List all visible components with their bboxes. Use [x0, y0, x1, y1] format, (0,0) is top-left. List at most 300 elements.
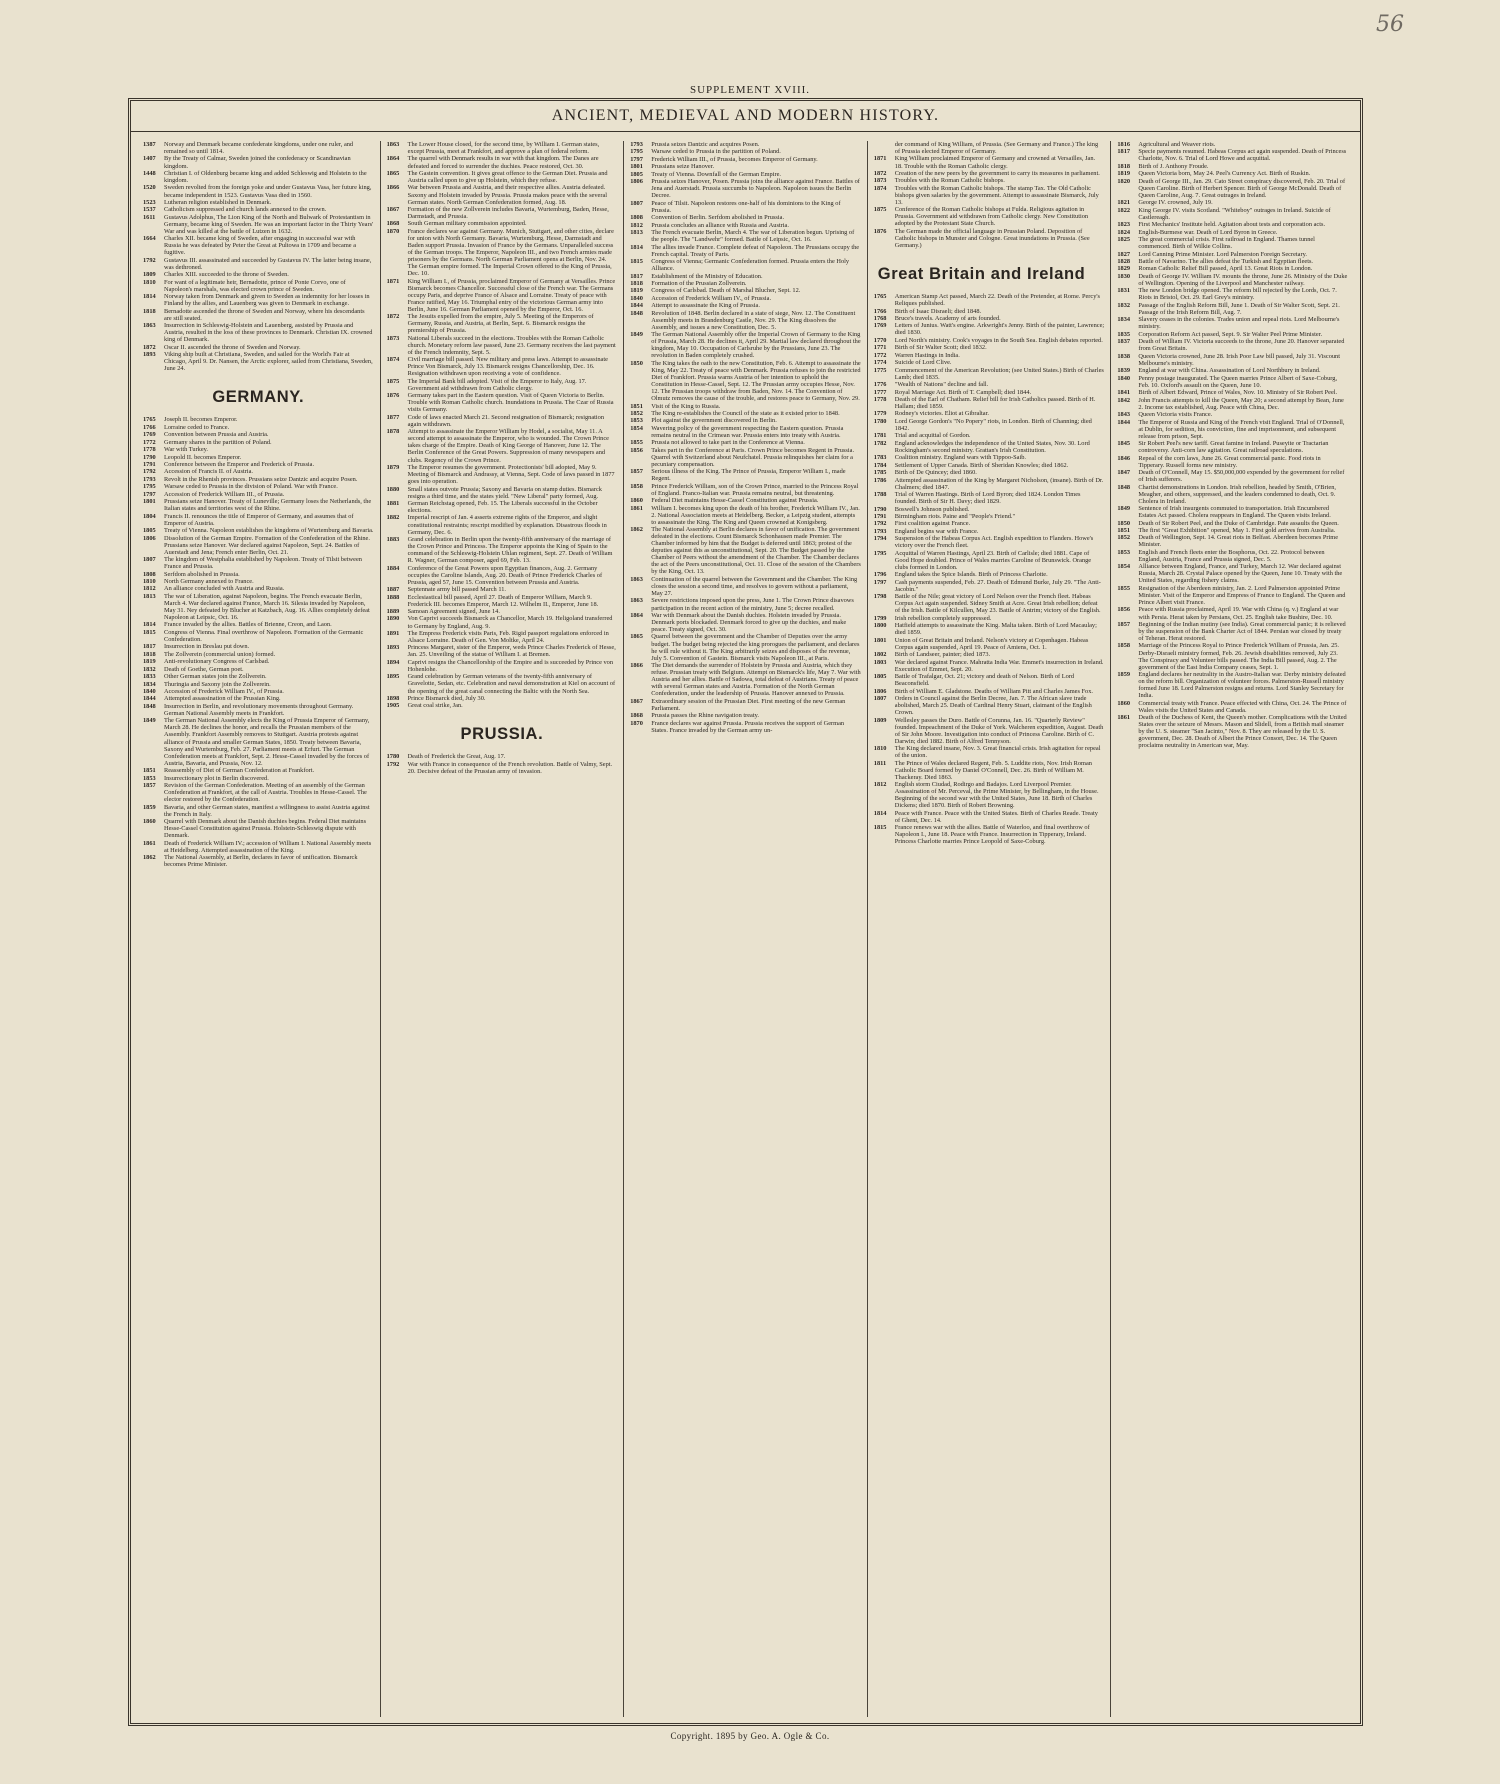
entry-year: 1816	[1117, 141, 1131, 148]
entry-year: 1780	[386, 753, 400, 761]
entry-year: 1864	[386, 155, 400, 163]
entry-text: Resignation of the Aberdeen ministry, Jan. 2. Lord Palmerston appointed Prime Minister. Visit of the Emperor and Empress of France to England. The Queen and Prince Albert visit France.	[1138, 584, 1346, 607]
entry-text: Suicide of Lord Clive.	[894, 359, 952, 367]
entry-year: 1874	[386, 356, 400, 364]
entry-text: Bernadotte ascended the throne of Sweden and Norway, where his descendants are still seated.	[164, 307, 365, 322]
timeline-entry	[143, 695, 374, 702]
entry-year: 1829	[1117, 265, 1131, 273]
entry-text: Peace with Russia proclaimed, April 19. War with China (q. v.) England at war with Persia. Herat taken by Persians, Oct. 25. English take Bushire, Dec. 10.	[1138, 606, 1339, 621]
timeline-entry	[1117, 251, 1348, 258]
timeline-entry	[630, 447, 861, 468]
timeline-entry	[387, 184, 618, 205]
timeline-entry	[143, 767, 374, 774]
entry-year: 1847	[1117, 469, 1131, 477]
timeline-entry	[143, 199, 374, 206]
timeline-entry	[143, 593, 374, 621]
entry-text: Prussians seize Hanover. Treaty of Luneville; Germany loses the Netherlands, the Italian states and territories west of the Rhine.	[164, 498, 372, 513]
entry-text: The Empress Frederick visits Paris, Feb. Rigid passport regulations enforced in Alsace Lorraine. Death of Gen. Von Moltke, April 24.	[407, 629, 609, 644]
entry-text: Convention between Prussia and Austria.	[164, 431, 269, 439]
entry-text: Cash payments suspended, Feb. 27. Death of Edmund Burke, July 29. "The Anti-Jacobin."	[894, 578, 1101, 593]
entry-text: King George IV. visits Scotland. "Whiteboy" outrages in Ireland. Suicide of Castlereagh.	[1138, 206, 1331, 221]
timeline-entry	[874, 322, 1105, 336]
entry-text: The German National Assembly offer the Imperial Crown of Germany to the King of Prussia, March 28. He declines it, April 29. Martial law declared throughout the kingdom, May 10. Occupation of Carlsruhe by the Prussians, June 23. The revolution in Baden completely crushed.	[651, 331, 861, 360]
timeline-entry	[387, 514, 618, 535]
entry-year: 1812	[873, 781, 887, 789]
entry-text: Attempted assassination of the Prussian King.	[164, 695, 281, 703]
timeline-entry	[1117, 411, 1348, 418]
entry-text: Battle of Navarino. The allies defeat the Turkish and Egyptian fleets.	[1138, 258, 1314, 266]
entry-year: 1862	[630, 526, 643, 534]
entry-year: 1853	[630, 417, 643, 425]
entry-year: 1822	[1117, 206, 1131, 214]
entry-text: Gustavus III. assassinated and succeeded by Gustavus IV. The latter being insane, was dethroned.	[164, 256, 372, 271]
timeline-entry	[874, 824, 1105, 845]
timeline-entry	[630, 273, 861, 280]
entry-text: The kingdom of Westphalia established by Napoleon. Treaty of Tilsit between France and Prussia.	[164, 556, 362, 571]
entry-year: 1860	[630, 497, 643, 505]
timeline-entry	[630, 331, 861, 359]
entry-text: Prussia concludes an alliance with Russia and Austria.	[651, 221, 789, 229]
entry-text: Creation of the new peers by the government to carry its measures in parliament.	[894, 169, 1100, 177]
entry-year: 1815	[873, 824, 887, 832]
timeline-entry	[387, 761, 618, 775]
entry-text: Peace with France. Peace with the United States. Birth of Charles Reade. Treaty of Ghent, Dec. 14.	[894, 809, 1098, 824]
entry-year: 1664	[143, 235, 156, 243]
entry-text: Prussia seizes Dantzic and acquires Posen.	[651, 141, 760, 148]
entry-text: Acquittal of Warren Hastings, April 23. Birth of Carlisle; died 1881. Cape of Good Hope doubled. Prince of Wales marries Caroline of Brunswick. Orange clubs formed in London.	[894, 549, 1092, 571]
entry-text: An alliance concluded with Austria and Russia.	[164, 585, 285, 593]
entry-text: Formation of the new Zollverein includes Bavaria, Wurtemburg, Baden, Hesse, Darmstadt, and Prussia.	[407, 205, 609, 221]
entry-year: 1799	[873, 614, 887, 622]
entry-year: 1793	[630, 141, 643, 148]
entry-year: 1882	[386, 514, 400, 522]
entry-year: 1861	[143, 839, 156, 847]
entry-text: Norway taken from Denmark and given to Sweden as indemnity for her losses in Finland by the allies, and Lauenberg was given to Denmark in exchange.	[164, 293, 370, 308]
entry-year: 1859	[143, 803, 156, 811]
entry-text: Congress of Vienna; Germanic Confederation formed. Prussia enters the Holy Alliance.	[651, 258, 850, 273]
entry-year: 1848	[1117, 483, 1131, 491]
entry-year: 1819	[143, 658, 156, 666]
entry-text: Takes part in the Conference at Paris. Crown Prince becomes Regent in Prussia. Quarrel with Switzerland about Neufchatel. Prussia relinquishes her claim for a pecuniary compensation.	[651, 446, 855, 468]
entry-text: Roman Catholic Relief Bill passed, April 13. Great Riots in London.	[1138, 265, 1313, 273]
timeline-entry	[387, 414, 618, 428]
entry-text: Sir Robert Peel's new tariff. Great famine in Ireland. Puseyite or Tractarian controversy. Anti-corn law agitation. Great railroad speculations.	[1138, 440, 1329, 455]
entry-text: Germany takes part in the Eastern question. Visit of Queen Victoria to Berlin. Trouble with Roman Catholic church. Inundations in Prussia. The Czar of Russia visits Germany.	[407, 392, 614, 414]
entry-year: 1857	[630, 468, 643, 476]
entry-year: 1835	[1117, 330, 1131, 338]
timeline-entry	[387, 608, 618, 615]
entry-year: 1791	[873, 513, 887, 521]
entry-text: Accession of Frederick William III., of Prussia.	[164, 490, 285, 498]
timeline-entry	[1117, 302, 1348, 316]
timeline-entry	[143, 431, 374, 438]
timeline-entry	[874, 462, 1105, 469]
entry-text: Death of George III., Jan. 29. Cato Street conspiracy discovered, Feb. 20. Trial of Queen Caroline. Birth of Herbert Spencer. Birth of George McDonald. Death of Queen Caroline, Aug. 7. Great outrages in Ireland.	[1138, 177, 1346, 199]
entry-text: Lord North's ministry. Cook's voyages in the South Sea. English debates reported.	[894, 336, 1103, 344]
timeline-entry	[874, 528, 1105, 535]
timeline-entry	[143, 155, 374, 169]
entry-year: 1790	[873, 505, 887, 513]
entry-text: Anti-revolutionary Congress of Carlsbad.	[164, 658, 270, 666]
timeline-entry	[874, 637, 1105, 651]
entry-year: 1863	[630, 597, 643, 605]
entry-text: Federal Diet maintains Hesse-Cassel Constitution against Prussia.	[651, 497, 819, 505]
timeline-entry	[387, 615, 618, 629]
entry-year: 1849	[630, 331, 643, 339]
entry-text: War declared against France. Mahratta India War. Emmet's insurrection in Ireland. Execution of Emmet, Sept. 20.	[894, 658, 1104, 673]
entry-text: Commercial treaty with France. Peace effected with China, Oct. 24. The Prince of Wales visits the United States and Canada.	[1138, 699, 1347, 714]
entry-text: Prussians seize Hanover.	[651, 163, 715, 171]
section-heading: GERMANY.	[212, 388, 305, 407]
entry-year: 1811	[873, 759, 887, 767]
timeline-entry	[143, 293, 374, 307]
timeline-entry	[1117, 367, 1348, 374]
timeline-entry	[874, 185, 1105, 206]
entry-year: 1840	[1117, 374, 1131, 382]
timeline-entry	[143, 206, 374, 213]
entry-year: 1867	[630, 697, 643, 705]
timeline-entry	[874, 141, 1105, 155]
entry-year: 1877	[386, 413, 400, 421]
entry-text: English and French fleets enter the Bosphorus, Oct. 22. Protocol between England, Austria, France and Prussia signed, Dec. 5.	[1138, 548, 1325, 563]
entry-year: 1870	[386, 227, 400, 235]
timeline-entry	[387, 278, 618, 313]
entry-year: 1871	[386, 277, 400, 285]
entry-year: 1796	[873, 571, 887, 579]
timeline-entry	[874, 389, 1105, 396]
entry-text: Sentence of Irish insurgents commuted to transportation. Irish Encumbered Estates Act passed. Cholera reappears in England. The Queen visits Ireland.	[1138, 505, 1331, 520]
entry-year: 1873	[386, 334, 400, 342]
entry-year: 1801	[630, 163, 643, 171]
entry-text: Prussia not allowed to take part in the Conference at Vienna.	[651, 439, 805, 447]
entry-year: 1792	[873, 520, 887, 528]
timeline-entry	[874, 381, 1105, 388]
timeline-entry	[143, 170, 374, 184]
entry-text: Ecclesiastical bill passed, April 27. Death of Emperor William, March 9. Frederick III. becomes Emperor, March 12. Wilhelm II., Emperor, June 18.	[407, 593, 599, 608]
entry-text: King William I., of Prussia, proclaimed Emperor of Germany at Versailles. Prince Bismarck becomes Chancellor. Successful close of the French war. The Germans occupy Paris, and deprive France of Alsace and Lorraine. Treaty of peace with France ratified, May 16. Triumphal entry of the victorious German army into Berlin, June 16. German Parliament opened by the Emperor, Oct. 16.	[407, 277, 616, 313]
entry-text: Oscar II. ascended the throne of Sweden and Norway.	[164, 343, 301, 351]
timeline-entry	[387, 594, 618, 608]
entry-text: The German made the official language in Prussian Poland. Deposition of Catholic bishops in Munster and Cologne. Great inundations in Prussia. (See Germany.)	[894, 227, 1090, 249]
entry-text: Convention of Berlin. Serfdom abolished in Prussia.	[651, 214, 785, 222]
entry-year: 1808	[143, 570, 156, 578]
entry-text: Frederick William III., of Prussia, becomes Emperor of Germany.	[651, 155, 818, 163]
entry-text: Death of the Duchess of Kent, the Queen's mother. Complications with the United States over the seizure of Messrs. Mason and Slidell, from a British mail steamer by the U. S. steamer "San Jacinto," Nov. 8. They are released by the U. S. government, Dec. 28. Death of Albert the Prince Consort, Dec. 14. The Queen proclaims neutrality in American war, May.	[1138, 714, 1347, 750]
timeline-entry	[143, 498, 374, 512]
entry-year: 1842	[1117, 396, 1131, 404]
timeline-entry	[630, 360, 861, 402]
entry-text: German Reichstag opened, Feb. 15. The Liberals successful in the October elections.	[407, 499, 598, 515]
timeline-entry	[143, 446, 374, 453]
timeline-entry	[630, 633, 861, 661]
entry-text: Other German states join the Zollverein.	[164, 673, 267, 681]
entry-text: Samoan Agreement signed, June 14.	[407, 608, 500, 616]
entry-year: 1887	[386, 586, 400, 594]
entry-year: 1768	[873, 314, 887, 322]
entry-year: 1804	[143, 512, 156, 520]
entry-year: 1807	[630, 199, 643, 207]
timeline-entry	[1117, 258, 1348, 265]
entry-year: 1879	[386, 463, 400, 471]
entry-text: Warren Hastings in India.	[894, 351, 960, 359]
timeline-entry	[1117, 207, 1348, 221]
entry-year: 1851	[143, 767, 156, 775]
timeline-entry	[387, 392, 618, 413]
timeline-entry	[143, 527, 374, 534]
entry-year: 1855	[630, 439, 643, 447]
timeline-entry	[1117, 163, 1348, 170]
entry-year: 1774	[873, 359, 887, 367]
entry-text: Hatfield attempts to assassinate the King. Malta taken. Birth of Lord Macaulay; died 1859.	[894, 622, 1097, 637]
entry-year: 1523	[143, 198, 156, 206]
column-5	[1111, 141, 1354, 1717]
entry-text: Death of the Earl of Chatham. Relief bill for Irish Catholics passed. Birth of H. Hallam; died 1859.	[894, 396, 1096, 411]
timeline-entry	[874, 593, 1105, 614]
entry-text: Reassembly of Diet of German Confederation at Frankfort.	[164, 767, 315, 775]
entry-text: The Lower House closed, for the second time, by William I. German states, except Prussia, meet at Frankfort, and approve a plan of federal reform.	[407, 141, 600, 156]
entry-year: 1864	[630, 611, 643, 619]
entry-text: Caprivi resigns the Chancellorship of the Empire and is succeeded by Prince von Hohenlohe.	[407, 658, 614, 673]
entry-year: 1776	[873, 381, 887, 389]
timeline-entry	[874, 571, 1105, 578]
entry-year: 1844	[630, 302, 643, 310]
entry-year: 1780	[873, 417, 887, 425]
entry-year: 1862	[143, 854, 156, 862]
entry-year: 1537	[143, 206, 156, 214]
document-title: ANCIENT, MEDIEVAL AND MODERN HISTORY.	[131, 107, 1360, 132]
entry-year: 1832	[1117, 301, 1131, 309]
entry-year: 1851	[630, 402, 643, 410]
timeline-entry	[387, 155, 618, 169]
entry-text: Queen Victoria visits France.	[1138, 411, 1213, 419]
entry-year: 1843	[1117, 411, 1131, 419]
timeline-entry	[630, 258, 861, 272]
timeline-entry	[630, 403, 861, 410]
entry-text: Treaty of Vienna. Napoleon establishes the kingdoms of Wurtemburg and Bavaria.	[164, 527, 374, 535]
entry-year: 1777	[873, 388, 887, 396]
timeline-entry	[1117, 199, 1348, 206]
entry-text: Queen Victoria born, May 24. Peel's Currency Act. Birth of Ruskin.	[1138, 170, 1311, 178]
entry-year: 1850	[630, 359, 643, 367]
entry-year: 1805	[143, 527, 156, 535]
entry-text: The French evacuate Berlin, March 4. The war of Liberation begun. Uprising of the people. The "Landwehr" formed. Battle of Leipsic, Oct. 16.	[651, 229, 855, 244]
entry-year: 1845	[1117, 440, 1131, 448]
timeline-entry	[874, 177, 1105, 184]
timeline-entry	[143, 804, 374, 818]
timeline-entry	[630, 576, 861, 597]
timeline-entry	[143, 571, 374, 578]
entry-year: 1898	[386, 694, 400, 702]
timeline-entry	[1117, 221, 1348, 228]
timeline-entry	[874, 170, 1105, 177]
timeline-entry	[630, 244, 861, 258]
entry-year: 1872	[873, 169, 887, 177]
timeline-entry	[1117, 170, 1348, 177]
entry-text: Grand celebration by German veterans of the twenty-fifth anniversary of Gravelotte, Sedan, etc. Celebration and naval demonstration at Kiel on account of the opening of the great canal connecting the Baltic with the North Sea.	[407, 673, 616, 695]
entry-year: 1797	[873, 578, 887, 586]
entry-year: 1840	[143, 688, 156, 696]
entry-text: Plot against the government discovered in Berlin.	[651, 417, 777, 425]
entry-year: 1880	[386, 485, 400, 493]
timeline-entry	[1117, 671, 1348, 699]
timeline-entry	[630, 505, 861, 526]
entry-year: 1817	[630, 272, 643, 280]
timeline-entry	[387, 673, 618, 694]
entry-year: 1861	[630, 504, 643, 512]
entry-year: 1850	[1117, 519, 1131, 527]
entry-year: 1846	[1117, 454, 1131, 462]
entry-text: Prince Bismarck died, July 30.	[407, 694, 486, 702]
timeline-entry	[143, 454, 374, 461]
timeline-entry	[630, 156, 861, 163]
entry-year: 1872	[386, 313, 400, 321]
entry-year: 1894	[386, 658, 400, 666]
entry-year: 1854	[1117, 563, 1131, 571]
entry-text: Warsaw ceded to Prussia in the partition of Poland.	[651, 148, 781, 156]
entry-year: 1770	[873, 336, 887, 344]
timeline-entry	[874, 359, 1105, 366]
entry-year: 1870	[630, 719, 643, 727]
entry-year: 1876	[386, 392, 400, 400]
timeline-entry	[1117, 148, 1348, 162]
timeline-entry	[143, 688, 374, 695]
entry-year: 1779	[873, 410, 887, 418]
entry-text: The Gastein convention. It gives great offence to the German Diet. Prussia and Austria called upon to give up Holstein, which they refuse.	[407, 169, 608, 185]
entry-year: 1865	[630, 633, 643, 641]
timeline-entry	[1117, 642, 1348, 670]
entry-year: 1812	[630, 221, 643, 229]
entry-text: Birth of Isaac Disraeli; died 1848.	[894, 307, 982, 315]
entry-text: Prince Frederick William, son of the Crown Prince, married to the Princess Royal of England. Franco-Italian war. Prussia remains neutral, but threatening.	[651, 482, 859, 497]
entry-year: 1859	[1117, 671, 1131, 679]
entry-text: Congress of Vienna. Final overthrow of Napoleon. Formation of the Germanic Confederation.	[164, 628, 364, 643]
timeline-entry	[1117, 389, 1348, 396]
entry-text: Formation of the Prussian Zollverein.	[651, 279, 747, 287]
timeline-entry	[874, 615, 1105, 622]
entry-text: The allies invade France. Complete defeat of Napoleon. The Prussians occupy the French capital. Treaty of Paris.	[651, 243, 860, 258]
entry-year: 1823	[1117, 221, 1131, 229]
entry-text: Germany shares in the partition of Poland.	[164, 438, 272, 446]
timeline-entry	[143, 257, 374, 271]
entry-year: 1784	[873, 461, 887, 469]
timeline-entry	[143, 184, 374, 198]
timeline-entry	[1117, 520, 1348, 527]
entry-text: First Mechanics' Institute held. Agitation about tests and corporation acts.	[1138, 221, 1326, 229]
entry-text: Sweden revolted from the foreign yoke and under Gustavus Vasa, her future king, became independent in 1523. Gustavus Vasa died in 1560.	[164, 184, 372, 199]
timeline-entry	[874, 745, 1105, 759]
timeline-entry	[874, 440, 1105, 454]
timeline-entry	[1117, 505, 1348, 519]
timeline-entry	[387, 464, 618, 485]
entry-year: 1905	[386, 702, 400, 710]
timeline-entry	[143, 818, 374, 839]
entry-year: 1856	[630, 446, 643, 454]
timeline-entry	[1117, 484, 1348, 505]
timeline-entry	[630, 148, 861, 155]
entry-text: England begins war with France.	[894, 527, 979, 535]
timeline-entry	[630, 229, 861, 243]
entry-year: 1851	[1117, 526, 1131, 534]
entry-text: Establishment of the Ministry of Education.	[651, 272, 763, 280]
timeline-entry	[1117, 265, 1348, 272]
entry-year: 1800	[873, 622, 887, 630]
entry-year: 1806	[143, 534, 156, 542]
timeline-entry	[874, 367, 1105, 381]
entry-text: The King re-establishes the Council of the state as it existed prior to 1848.	[651, 409, 840, 417]
timeline-entry	[630, 310, 861, 331]
entry-text: The National Assembly, at Berlin, declares in favor of unification. Bismarck becomes Prime Minister.	[164, 854, 358, 869]
entry-year: 1790	[143, 453, 156, 461]
timeline-entry	[143, 344, 374, 351]
copyright-footer: Copyright. 1895 by Geo. A. Ogle & Co.	[670, 1731, 830, 1741]
timeline-entry	[1117, 287, 1348, 301]
timeline-entry	[874, 579, 1105, 593]
timeline-entry	[1117, 141, 1348, 148]
timeline-entry	[874, 469, 1105, 476]
entry-year: 1809	[143, 271, 156, 279]
timeline-entry	[874, 760, 1105, 781]
entry-year: 1857	[1117, 620, 1131, 628]
entry-year: 1844	[143, 695, 156, 703]
timeline-entry	[143, 322, 374, 343]
entry-year: 1797	[630, 155, 643, 163]
entry-text: England takes the Spice Islands. Birth of Princess Charlotte.	[894, 571, 1048, 579]
entry-year: 1785	[873, 469, 887, 477]
entry-year: 1891	[386, 629, 400, 637]
entry-text: The Jesuits expelled from the empire, July 5. Meeting of the Emperors of Germany, Russia, and Austria, at Berlin, Sept. 6. Bismarck resigns the premiership of Prussia.	[407, 313, 594, 335]
entry-text: Thuringia and Saxony join the Zollverein.	[164, 680, 271, 688]
entry-year: 1834	[143, 680, 156, 688]
entry-year: 1792	[386, 760, 400, 768]
timeline-entry	[874, 622, 1105, 636]
column-4	[868, 141, 1112, 1717]
entry-year: 1844	[1117, 418, 1131, 426]
column-3	[624, 141, 868, 1717]
timeline-entry	[630, 662, 861, 697]
entry-text: Conference of the Roman Catholic bishops at Fulda. Religious agitation in Prussia. Government aid withdrawn from Catholic clergy. New Constitution adopted by the Protestant State Church.	[894, 206, 1089, 228]
entry-text: Attempt to assassinate the King of Prussia.	[651, 302, 760, 310]
timeline-entry	[1117, 606, 1348, 620]
timeline-entry	[630, 468, 861, 482]
timeline-entry	[630, 200, 861, 214]
entry-text: English storm Ciudad, Rodirgo and Badajos. Lord Liverpool Premier. Assassination of Mr. Perceval, the Prime Minister, by Bellingham, in the House. Beginning of the second war with the United States, June 18. Birth of Charles Dickens; died 1870. Birth of Robert Browning.	[894, 781, 1099, 810]
timeline-entry	[1117, 229, 1348, 236]
entry-text: Death of Frederick the Great, Aug. 17.	[407, 753, 506, 761]
entry-text: Dissolution of the German Empire. Formation of the Confederation of the Rhine. Prussians seize Hanover. War declared against Napoleon, Sept. 24. Battles of Auerstadt and Jena; French enter Berlin, Oct. 21.	[164, 534, 370, 556]
entry-text: Lutheran religion established in Denmark.	[164, 198, 272, 206]
entry-text: Union of Great Britain and Ireland. Nelson's victory at Copenhagen. Habeas Corpus again suspended, April 19. Peace of Amiens, Oct. 1.	[894, 636, 1089, 651]
timeline-entry	[387, 141, 618, 155]
entry-year: 1818	[630, 279, 643, 287]
entry-year: 1889	[386, 608, 400, 616]
entry-year: 1769	[143, 431, 156, 439]
entry-year: 1818	[143, 307, 156, 315]
entry-text: Quarrel with Denmark about the Danish duchies begins. Federal Diet maintains Hesse-Cassel Constitution against Prussia. Holstein-Schleswig dispute with Denmark.	[164, 818, 367, 840]
timeline-entry	[387, 206, 618, 220]
entry-text: Prussia seizes Hanover, Posen. Prussia joins the alliance against France. Battles of Jena and Auerstadt. Prussia succumbs to Napoleon. Napoleon issues the Berlin Decree.	[651, 178, 860, 200]
entry-text: Revolution of 1848. Berlin declared in a state of siege, Nov. 12. The Constituent Assembly meets in Brandenburg Castle, Nov. 29. The King dissolves the Assembly, and issues a new Constitution, Dec. 5.	[651, 309, 856, 331]
entry-text: France declares war against Germany. Munich, Stuttgart, and other cities, declare for union with North Germany. Bavaria, Wurtemburg, Hesse, Darmstadt and Baden support Prussia. Invasion of France by the Germans. Unparalleled success of the German troops. The Emperor, Napoleon III., and two French armies made prisoners by the Germans. North German Parliament opens at Berlin, Nov. 24. The German empire formed. The Imperial Crown offered to the King of Prussia, Dec. 10.	[407, 227, 614, 278]
entry-year: 1818	[143, 650, 156, 658]
timeline-entry	[874, 206, 1105, 227]
timeline-entry	[874, 228, 1105, 249]
entry-text: Accession of Frederick William IV., of Prussia.	[651, 294, 772, 302]
timeline-entry	[630, 698, 861, 712]
timeline-entry	[387, 695, 618, 702]
entry-year: 1834	[1117, 316, 1131, 324]
timeline-entry	[874, 520, 1105, 527]
entry-year: 1791	[143, 460, 156, 468]
